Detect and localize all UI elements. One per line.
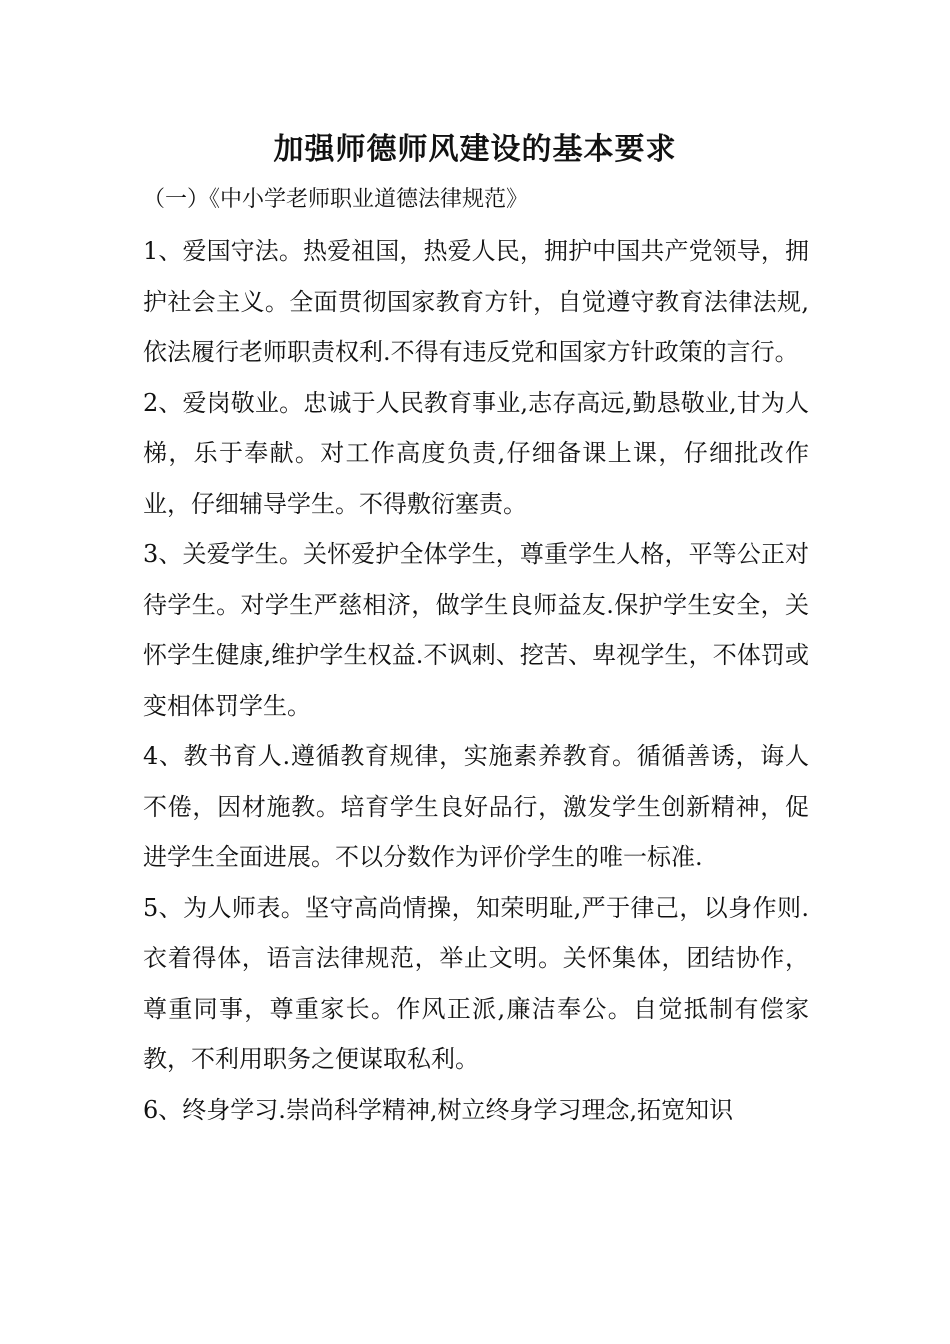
paragraph-5: 5、为人师表。坚守高尚情操，知荣明耻,严于律己，以身作则.衣着得体，语言法律规范，举止文明。关怀集体，团结协作，尊重同事，尊重家长。作风正派,廉洁奉公。自觉抵制有偿家教，不利用职务之便谋取私利。 — [143, 893, 809, 1073]
paragraph-3: 3、关爱学生。关怀爱护全体学生，尊重学生人格，平等公正对待学生。对学生严慈相济，做学生良师益友.保护学生安全，关怀学生健康,维护学生权益.不讽刺、挖苦、卑视学生，不体罚或变相体罚学生。 — [143, 540, 809, 720]
paragraph-2: 2、爱岗敬业。忠诚于人民教育事业,志存高远,勤恳敬业,甘为人梯，乐于奉献。对工作高度负责,仔细备课上课，仔细批改作业，仔细辅导学生。不得敷衍塞责。 — [143, 388, 809, 518]
paragraph-6: 6、终身学习.崇尚科学精神,树立终身学习理念,拓宽知识 — [143, 1095, 734, 1124]
paragraph-4: 4、教书育人.遵循教育规律，实施素养教育。循循善诱，诲人不倦，因材施教。培育学生良好品行，激发学生创新精神，促进学生全面进展。不以分数作为评价学生的唯一标准. — [143, 742, 809, 871]
paragraph-1: 1、爱国守法。热爱祖国，热爱人民，拥护中国共产党领导，拥护社会主义。全面贯彻国家教育方针，自觉遵守教育法律法规,依法履行老师职责权利.不得有违反党和国家方针政策的言行。 — [143, 237, 809, 366]
section-subtitle: （一）《中小学老师职业道德法律规范》 — [143, 187, 529, 212]
document-body — [143, 226, 809, 1135]
document-title: 加强师德师风建设的基本要求 — [273, 132, 677, 167]
